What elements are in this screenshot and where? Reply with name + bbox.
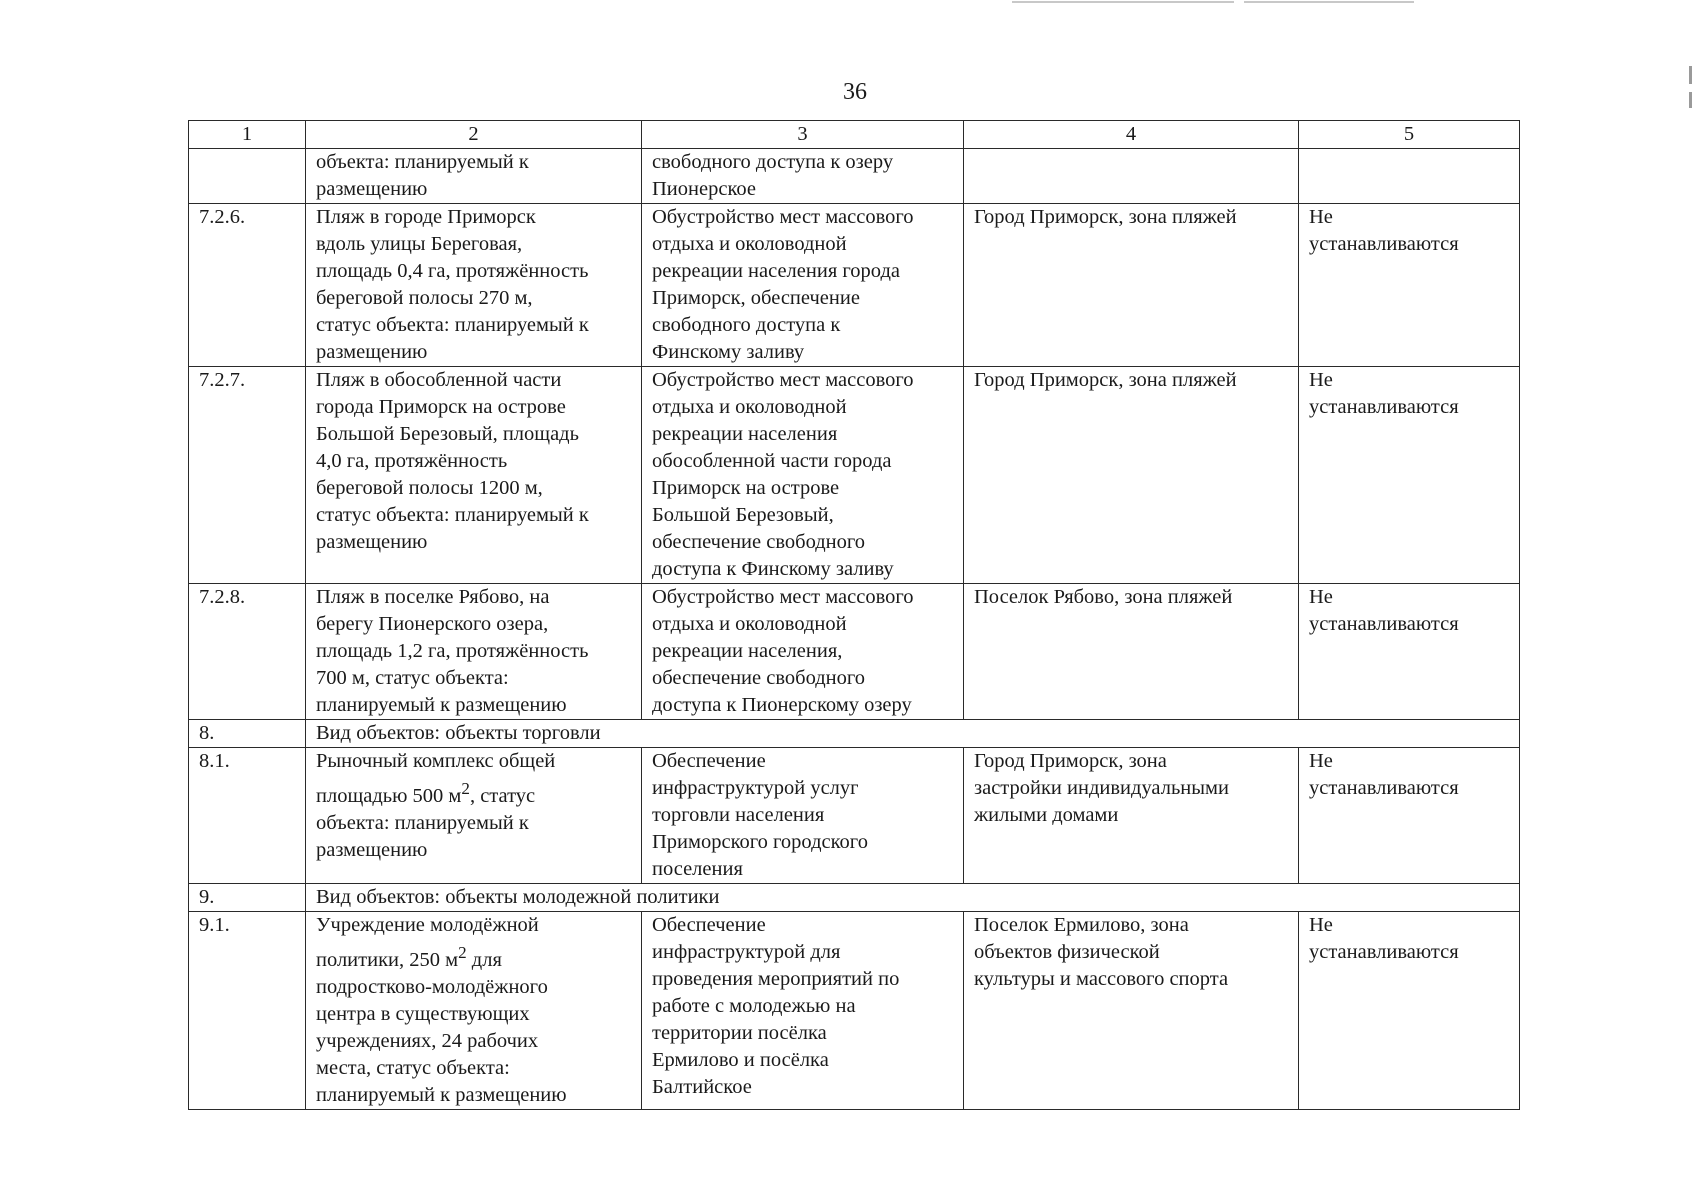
table-row — [189, 584, 1520, 720]
protection-zones-cell: Не устанавливаются — [1299, 367, 1520, 584]
column-header: 4 — [964, 121, 1299, 149]
table-row — [189, 748, 1520, 884]
object-text: , статус объекта: планируемый к размещению — [316, 784, 536, 861]
object-text: для подростково-молодёжного центра в существующих учреждениях, 24 рабочих места, статус объекта: планируемый к размещению — [316, 948, 567, 1106]
section-number-cell: 8. — [189, 720, 306, 748]
table-row — [189, 367, 1520, 584]
objects-table — [188, 120, 1520, 1110]
purpose-cell: Обеспечение инфраструктурой для проведения мероприятий по работе с молодежью на территории посёлка Ермилово и посёлка Балтийское — [642, 912, 964, 1110]
protection-zones-cell: Не устанавливаются — [1299, 584, 1520, 720]
location-cell — [964, 149, 1299, 204]
object-description-cell: Пляж в городе Приморск вдоль улицы Береговая, площадь 0,4 га, протяжённость береговой полосы 270 м, статус объекта: планируемый к размещению — [306, 204, 642, 367]
column-header: 5 — [1299, 121, 1520, 149]
object-description-cell — [306, 748, 642, 884]
protection-zones-cell: Не устанавливаются — [1299, 204, 1520, 367]
location-cell: Город Приморск, зона пляжей — [964, 367, 1299, 584]
scan-artifact-line — [1012, 1, 1234, 3]
purpose-cell: Обустройство мест массового отдыха и околоводной рекреации населения обособленной части города Приморск на острове Большой Березовый, обеспечение свободного доступа к Финскому заливу — [642, 367, 964, 584]
object-description-cell: объекта: планируемый к размещению — [306, 149, 642, 204]
row-number-cell: 7.2.6. — [189, 204, 306, 367]
row-number-cell: 9.1. — [189, 912, 306, 1110]
purpose-cell: Обустройство мест массового отдыха и околоводной рекреации населения, обеспечение свободного доступа к Пионерскому озеру — [642, 584, 964, 720]
row-number-cell: 7.2.7. — [189, 367, 306, 584]
section-title-cell: Вид объектов: объекты торговли — [306, 720, 1520, 748]
purpose-cell: Обеспечение инфраструктурой услуг торговли населения Приморского городского поселения — [642, 748, 964, 884]
protection-zones-cell — [1299, 149, 1520, 204]
protection-zones-cell: Не устанавливаются — [1299, 748, 1520, 884]
table-row — [189, 149, 1520, 204]
table-header-row — [189, 121, 1520, 149]
scan-artifact-line — [1244, 1, 1414, 3]
location-cell: Город Приморск, зона застройки индивидуальными жилыми домами — [964, 748, 1299, 884]
table-row — [189, 204, 1520, 367]
object-description-cell: Пляж в поселке Рябово, на берегу Пионерского озера, площадь 1,2 га, протяжённость 700 м, статус объекта: планируемый к размещению — [306, 584, 642, 720]
row-number-cell: 8.1. — [189, 748, 306, 884]
section-title-cell: Вид объектов: объекты молодежной политики — [306, 884, 1520, 912]
location-cell: Город Приморск, зона пляжей — [964, 204, 1299, 367]
purpose-cell: Обустройство мест массового отдыха и околоводной рекреации населения города Приморск, обеспечение свободного доступа к Финскому заливу — [642, 204, 964, 367]
protection-zones-cell: Не устанавливаются — [1299, 912, 1520, 1110]
column-header: 2 — [306, 121, 642, 149]
section-row — [189, 884, 1520, 912]
purpose-cell: свободного доступа к озеру Пионерское — [642, 149, 964, 204]
object-text: Рыночный комплекс общей площадью 500 м — [316, 750, 556, 807]
superscript: 2 — [458, 943, 467, 962]
section-number-cell: 9. — [189, 884, 306, 912]
object-text: Учреждение молодёжной политики, 250 м — [316, 914, 539, 971]
object-description-cell: Пляж в обособленной части города Приморск на острове Большой Березовый, площадь 4,0 га, протяжённость береговой полосы 1200 м, статус объекта: планируемый к размещению — [306, 367, 642, 584]
location-cell: Поселок Рябово, зона пляжей — [964, 584, 1299, 720]
column-header: 3 — [642, 121, 964, 149]
row-number-cell: 7.2.8. — [189, 584, 306, 720]
page-number: 36 — [843, 79, 867, 105]
superscript: 2 — [461, 779, 470, 798]
section-row — [189, 720, 1520, 748]
column-header: 1 — [189, 121, 306, 149]
row-number-cell — [189, 149, 306, 204]
table-row — [189, 912, 1520, 1110]
location-cell: Поселок Ермилово, зона объектов физической культуры и массового спорта — [964, 912, 1299, 1110]
object-description-cell — [306, 912, 642, 1110]
